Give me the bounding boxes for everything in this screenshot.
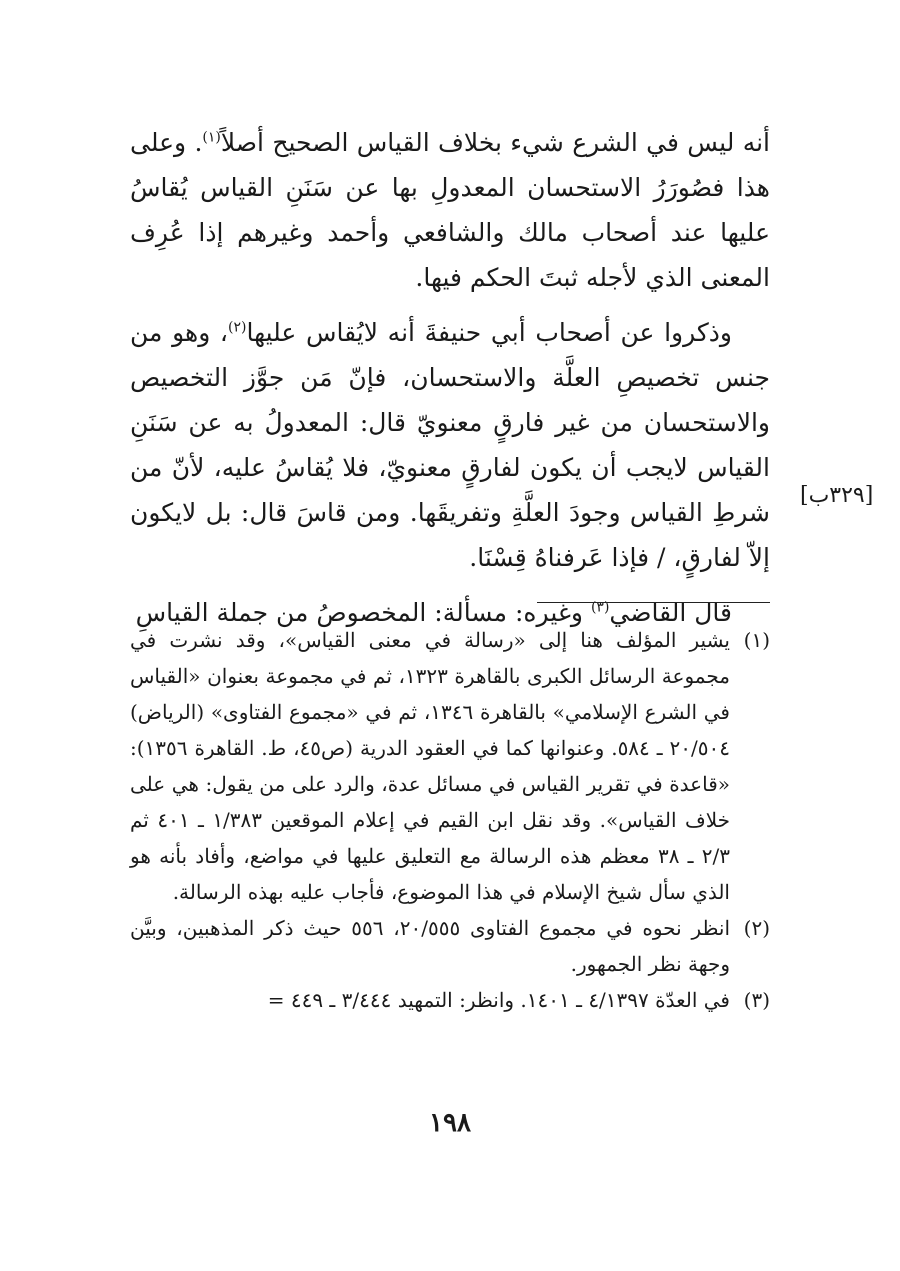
paragraph-2-text-b: ، وهو من جنس تخصيصِ العلَّة والاستحسان، فإنّ مَن جوَّز التخصيص والاستحسان من غير فارقٍ معنويّ قال: المعدولُ به عن سَنَنِ القياس لايجب أن يكون لفارقٍ معنويّ، فلا يُقاسُ عليه، لأنّ من شرطِ القياس وجودَ العلَّةِ وتفريقَها. ومن قاسَ قال: بل لايكون إلاّ لفارقٍ، / فإذا عَرفناهُ قِسْنَا.	[130, 318, 770, 572]
footnote-1	[130, 622, 770, 910]
paragraph-1	[130, 120, 770, 300]
paragraph-3-text-b: وغيره: مسألة: المخصوصُ من جملة القياسِ	[135, 598, 591, 627]
paragraph-3-text-a: قال القاضي	[609, 598, 732, 627]
footnote-number: (٢)	[743, 916, 770, 940]
manuscript-folio-marker: [٣٢٩ب]	[800, 483, 874, 508]
paragraph-2	[130, 310, 770, 580]
footnote-ref-3[interactable]: (٣)	[590, 599, 610, 616]
footnote-text: انظر نحوه في مجموع الفتاوى ٢٠/٥٥٥، ٥٥٦ حيث ذكر المذهبين، وبيَّن وجهة نظر الجمهور.	[130, 916, 731, 976]
footnote-text: يشير المؤلف هنا إلى «رسالة في معنى القياس»، وقد نشرت في مجموعة الرسائل الكبرى بالقاهرة ١٣٢٣، ثم في مجموعة بعنوان «القياس في الشرع الإسلامي» بالقاهرة ١٣٤٦، ثم في «مجموع الفتاوى» (الرياض) ٢٠/٥٠٤ ـ ٥٨٤. وعنوانها كما في العقود الدرية (ص٤٥، ط. القاهرة ١٣٥٦): «قاعدة في تقرير القياس في مسائل عدة، والرد على من يقول: هي على خلاف القياس». وقد نقل ابن القيم في إعلام الموقعين ١/٣٨٣ ـ ٤٠١ ثم ٢/٣ ـ ٣٨ معظم هذه الرسالة مع التعليق عليها في مواضع، وأفاد بأنه هو الذي سأل شيخ الإسلام في هذا الموضوع، فأجاب عليه بهذه الرسالة.	[130, 628, 731, 904]
footnote-number: (١)	[743, 628, 770, 652]
footnotes-section	[130, 622, 770, 1018]
footnote-number: (٣)	[743, 988, 770, 1012]
footnote-3	[130, 982, 770, 1018]
paragraph-1-text-b: . وعلى هذا فصُورَرُ الاستحسان المعدولِ بها عن سَنَنِ القياس يُقاسُ عليها عند أصحاب مالك والشافعي وأحمد وغيرهم إذا عُرِف المعنى الذي لأجله ثبتَ الحكم فيها.	[130, 128, 770, 292]
paragraph-1-text-a: أنه ليس في الشرع شيء بخلاف القياس الصحيح أصلاً	[220, 128, 770, 157]
main-text	[130, 120, 770, 635]
footnote-ref-1[interactable]: (١)	[202, 129, 221, 146]
footnote-2	[130, 910, 770, 982]
footnote-text: في العدّة ٤/١٣٩٧ ـ ١٤٠١. وانظر: التمهيد ٣/٤٤٤ ـ ٤٤٩ =	[267, 988, 730, 1012]
page-number: ١٩٨	[429, 1108, 471, 1138]
footnote-separator	[537, 602, 770, 603]
footnote-ref-2[interactable]: (٢)	[228, 319, 247, 336]
paragraph-2-text-a: وذكروا عن أصحاب أبي حنيفةَ أنه لايُقاس عليها	[246, 318, 732, 347]
